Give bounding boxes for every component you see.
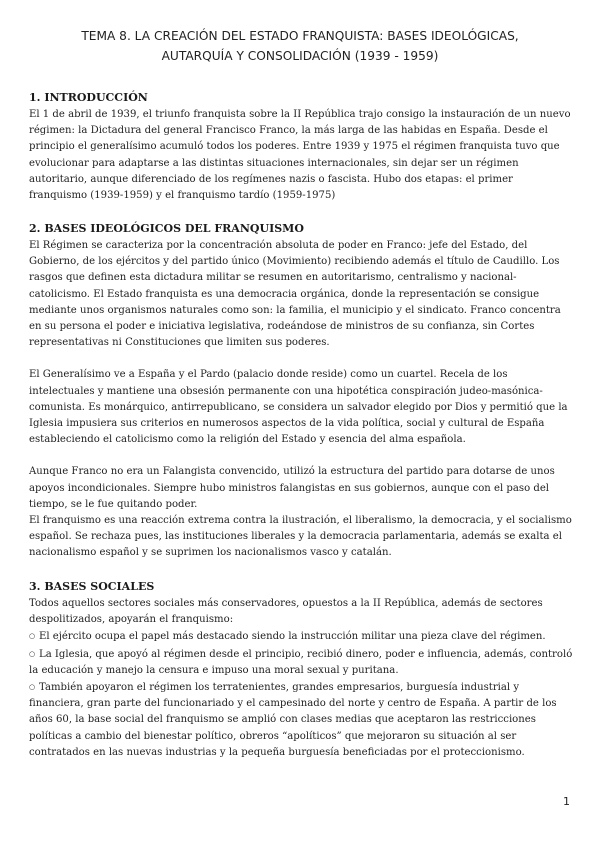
list-item-text: La Iglesia, que apoyó al régimen desde el principio, recibió dinero, poder e influencia, además, controló la educación y manejo la censura e impuso una moral sexual y puritana. (29, 648, 573, 676)
section-heading: 3. BASES SOCIALES (29, 580, 155, 593)
section-bases-sociales (29, 579, 574, 761)
list-item (29, 628, 574, 645)
document-title (40, 26, 560, 66)
section-bases-ideologicas (29, 221, 574, 562)
list-item-text: El ejército ocupa el papel más destacado siendo la instrucción militar una pieza clave del régimen. (39, 631, 546, 643)
page-number: 1 (563, 795, 570, 808)
list-item (29, 679, 574, 761)
title-line-1: TEMA 8. LA CREACIÓN DEL ESTADO FRANQUISTA: BASES IDEOLÓGICAS, (81, 29, 519, 43)
paragraph: Todos aquellos sectores sociales más conservadores, opuestos a la II República, además de sectores despolitizados, apoyarán el franquismo: (29, 598, 543, 626)
list-item-text: También apoyaron el régimen los terratenientes, grandes empresarios, burguesía industrial y financiera, gran parte del funcionariado y el campesinado del norte y centro de España. A partir de los años 60, la base social del franquismo se amplió con clases medias que aceptaron las restricciones políticas a cambio del bienestar político, obreros “apolíticos” que mejoraron su situación al ser contratados en las nuevas industrias y la pequeña burguesía beneficiadas por el proteccionismo. (29, 682, 557, 758)
bullet-icon: ○ (29, 683, 36, 692)
section-heading: 2. BASES IDEOLÓGICOS DEL FRANQUISMO (29, 222, 304, 235)
paragraph: El 1 de abril de 1939, el triunfo franquista sobre la II República trajo consigo la instauración de un nuevo régimen: la Dictadura del general Francisco Franco, la más larga de las habidas en España. Desde el principio el generalísimo acumuló todos los poderes. Entre 1939 y 1975 el régimen franquista tuvo que evolucionar para adaptarse a las distintas situaciones internacionales, sin dejar ser un régimen autoritario, aunque diferenciado de los regímenes nazis o fascista. Hubo dos etapas: el primer franquismo (1939-1959) y el franquismo tardío (1959-1975) (29, 109, 571, 202)
list-item (29, 646, 574, 679)
bullet-icon: ○ (29, 649, 36, 658)
paragraph: El Régimen se caracteriza por la concentración absoluta de poder en Franco: jefe del Estado, del Gobierno, de los ejércitos y del partido único (Movimiento) recibiendo además el título de Caudillo. Los rasgos que definen esta dictadura militar se resumen en autoritarismo, centralismo y nacional-catolicismo. El Estado franquista es una democracia orgánica, donde la representación se consigue mediante unos organismos naturales como son: la familia, el municipio y el sindicato. Franco concentra en su persona el poder e iniciativa legislativa, rodeándose de ministros de su confianza, sin Cortes representativas ni Constituciones que limiten sus poderes. (29, 240, 561, 349)
paragraph: El franquismo es una reacción extrema contra la ilustración, el liberalismo, la democracia, y el socialismo español. Se rechaza pues, las instituciones liberales y la democracia parlamentaria, además se exalta el nacionalismo español y se suprimen los nacionalismos vasco y catalán. (29, 515, 572, 559)
paragraph: El Generalísimo ve a España y el Pardo (palacio donde reside) como un cuartel. Recela de los intelectuales y mantiene una obsesión permanente con una hipotética conspiración judeo-masónica-comunista. Es monárquico, antirrepublicano, se considera un salvador elegido por Dios y permitió que la Iglesia impusiera sus criterios en numerosos aspectos de la vida política, social y cultural de España estableciendo el catolicismo como la religión del Estado y esencia del alma española. (29, 369, 568, 446)
section-introduccion (29, 90, 574, 204)
section-heading: 1. INTRODUCCIÓN (29, 91, 148, 104)
title-line-2: AUTARQUÍA Y CONSOLIDACIÓN (1939 - 1959) (161, 49, 439, 63)
bullet-icon: ○ (29, 632, 36, 641)
paragraph: Aunque Franco no era un Falangista convencido, utilizó la estructura del partido para dotarse de unos apoyos incondicionales. Siempre hubo ministros falangistas en sus gobiernos, aunque con el paso del tiempo, se le fue quitando poder. (29, 466, 555, 510)
